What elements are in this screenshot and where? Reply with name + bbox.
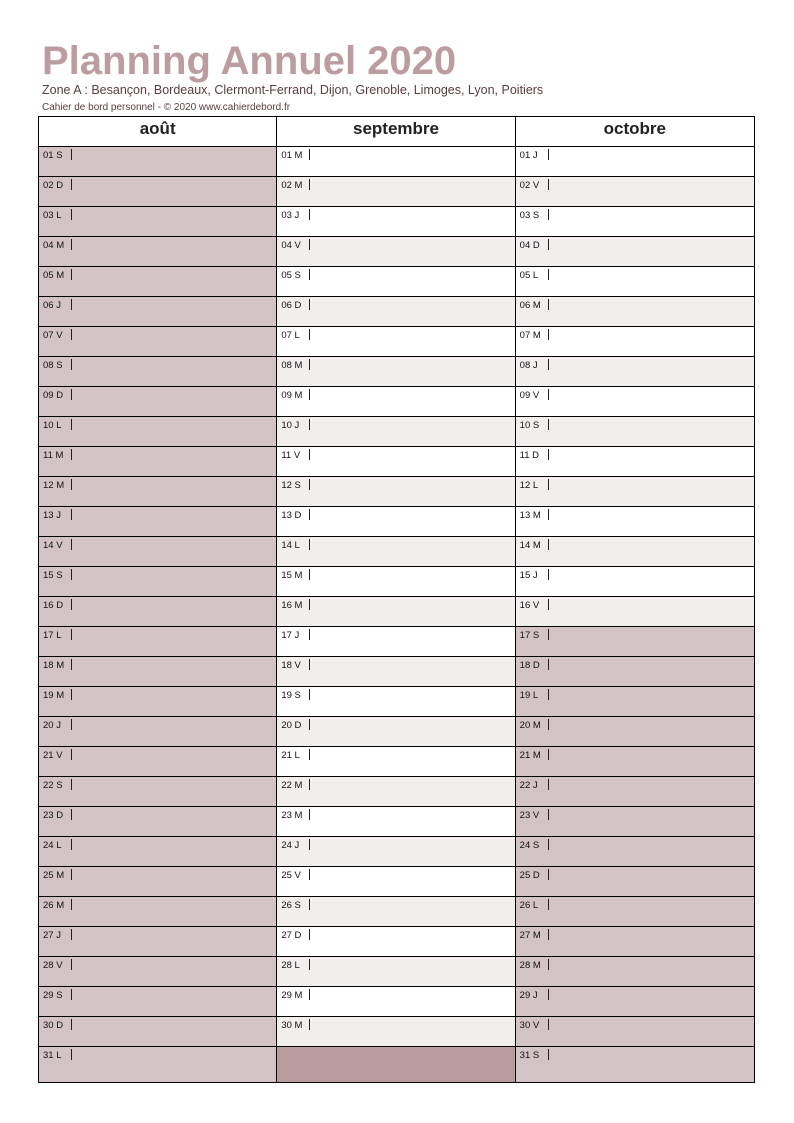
month-header: août bbox=[39, 117, 276, 147]
day-separator bbox=[71, 449, 72, 460]
day-separator bbox=[309, 809, 310, 820]
day-label: 21 M bbox=[519, 750, 541, 761]
day-label: 25 M bbox=[43, 870, 65, 881]
day-label: 02 D bbox=[43, 180, 64, 191]
day-label: 16 M bbox=[281, 600, 303, 611]
day-cell[interactable] bbox=[277, 987, 514, 1017]
day-separator bbox=[309, 239, 310, 250]
day-cell[interactable] bbox=[277, 687, 514, 717]
day-separator bbox=[71, 809, 72, 820]
day-label: 07 L bbox=[281, 330, 300, 341]
day-cell[interactable] bbox=[277, 837, 514, 867]
day-label: 29 S bbox=[43, 990, 63, 1001]
day-separator bbox=[309, 449, 310, 460]
day-label: 05 L bbox=[519, 270, 539, 281]
day-separator bbox=[309, 179, 310, 190]
day-label: 24 J bbox=[281, 840, 300, 851]
day-separator bbox=[309, 839, 310, 850]
day-label: 22 S bbox=[43, 780, 63, 791]
day-separator bbox=[548, 569, 549, 580]
day-label: 11 D bbox=[519, 450, 540, 461]
day-cell[interactable] bbox=[39, 717, 276, 747]
day-label: 25 V bbox=[281, 870, 301, 881]
day-cell[interactable] bbox=[277, 327, 514, 357]
day-label: 27 D bbox=[281, 930, 302, 941]
day-label: 08 S bbox=[43, 360, 63, 371]
day-label: 28 L bbox=[281, 960, 300, 971]
day-separator bbox=[548, 1049, 549, 1060]
day-label: 08 M bbox=[281, 360, 303, 371]
day-separator bbox=[548, 479, 549, 490]
day-separator bbox=[548, 779, 549, 790]
day-separator bbox=[309, 359, 310, 370]
day-cell[interactable] bbox=[516, 747, 754, 777]
day-label: 09 V bbox=[519, 390, 540, 401]
day-label: 01 S bbox=[43, 150, 63, 161]
day-cell[interactable] bbox=[39, 927, 276, 957]
day-cell[interactable] bbox=[516, 807, 754, 837]
day-cell[interactable] bbox=[516, 837, 754, 867]
day-cell[interactable] bbox=[277, 807, 514, 837]
day-cell[interactable] bbox=[516, 237, 754, 267]
day-separator bbox=[548, 209, 549, 220]
day-label: 16 D bbox=[43, 600, 64, 611]
day-cell[interactable] bbox=[516, 387, 754, 417]
day-separator bbox=[71, 329, 72, 340]
day-separator bbox=[71, 419, 72, 430]
day-separator bbox=[71, 239, 72, 250]
day-separator bbox=[548, 419, 549, 430]
day-cell[interactable] bbox=[277, 447, 514, 477]
day-label: 29 M bbox=[281, 990, 303, 1001]
day-separator bbox=[71, 299, 72, 310]
day-label: 23 V bbox=[519, 810, 540, 821]
day-separator bbox=[71, 899, 72, 910]
day-separator bbox=[71, 989, 72, 1000]
day-label: 05 M bbox=[43, 270, 65, 281]
day-separator bbox=[71, 149, 72, 160]
day-cell[interactable] bbox=[277, 507, 514, 537]
day-label: 11 V bbox=[281, 450, 301, 461]
day-separator bbox=[309, 779, 310, 790]
day-label: 12 S bbox=[281, 480, 301, 491]
day-cell[interactable] bbox=[277, 897, 514, 927]
day-separator bbox=[309, 1019, 310, 1030]
day-label: 19 L bbox=[519, 690, 539, 701]
day-label: 31 L bbox=[43, 1050, 62, 1061]
day-label: 14 M bbox=[519, 540, 541, 551]
day-cell[interactable] bbox=[516, 927, 754, 957]
day-separator bbox=[548, 149, 549, 160]
day-cell[interactable] bbox=[39, 387, 276, 417]
day-label: 18 D bbox=[519, 660, 540, 671]
day-label: 28 M bbox=[519, 960, 541, 971]
day-cell[interactable] bbox=[516, 477, 754, 507]
day-cell[interactable] bbox=[516, 897, 754, 927]
day-cell[interactable] bbox=[39, 747, 276, 777]
day-separator bbox=[309, 329, 310, 340]
day-cell[interactable] bbox=[39, 897, 276, 927]
day-separator bbox=[309, 869, 310, 880]
day-separator bbox=[548, 629, 549, 640]
day-separator bbox=[548, 1019, 549, 1030]
day-label: 21 V bbox=[43, 750, 63, 761]
day-label: 24 L bbox=[43, 840, 62, 851]
day-cell[interactable] bbox=[277, 417, 514, 447]
day-separator bbox=[548, 839, 549, 850]
day-separator bbox=[71, 839, 72, 850]
day-separator bbox=[309, 569, 310, 580]
day-cell[interactable] bbox=[516, 597, 754, 627]
day-label: 14 L bbox=[281, 540, 300, 551]
day-label: 03 J bbox=[281, 210, 300, 221]
day-separator bbox=[309, 749, 310, 760]
day-separator bbox=[548, 599, 549, 610]
day-separator bbox=[548, 449, 549, 460]
month-column bbox=[39, 117, 277, 1082]
day-separator bbox=[71, 659, 72, 670]
day-label: 25 D bbox=[519, 870, 540, 881]
day-cell[interactable] bbox=[277, 1017, 514, 1047]
day-label: 07 M bbox=[519, 330, 541, 341]
day-separator bbox=[309, 629, 310, 640]
day-separator bbox=[71, 599, 72, 610]
day-cell[interactable] bbox=[39, 177, 276, 207]
day-label: 23 M bbox=[281, 810, 303, 821]
day-separator bbox=[71, 1019, 72, 1030]
day-separator bbox=[71, 959, 72, 970]
day-cell[interactable] bbox=[277, 777, 514, 807]
day-separator bbox=[548, 869, 549, 880]
day-label: 17 J bbox=[281, 630, 300, 641]
day-label: 31 S bbox=[519, 1050, 540, 1061]
day-cell[interactable] bbox=[39, 477, 276, 507]
day-separator bbox=[309, 269, 310, 280]
day-label: 10 L bbox=[43, 420, 62, 431]
day-separator bbox=[548, 269, 549, 280]
day-label: 02 V bbox=[519, 180, 540, 191]
day-cell[interactable] bbox=[277, 177, 514, 207]
day-cell[interactable] bbox=[277, 237, 514, 267]
day-cell[interactable] bbox=[277, 567, 514, 597]
day-label: 07 V bbox=[43, 330, 63, 341]
day-label: 01 M bbox=[281, 150, 303, 161]
day-cell[interactable] bbox=[516, 417, 754, 447]
day-cell[interactable] bbox=[39, 957, 276, 987]
day-cell[interactable] bbox=[39, 1017, 276, 1047]
day-label: 26 S bbox=[281, 900, 301, 911]
day-cell[interactable] bbox=[516, 657, 754, 687]
day-cell[interactable] bbox=[277, 477, 514, 507]
day-cell[interactable] bbox=[516, 687, 754, 717]
day-label: 18 M bbox=[43, 660, 65, 671]
day-label: 17 L bbox=[43, 630, 62, 641]
day-label: 03 L bbox=[43, 210, 62, 221]
day-cell[interactable] bbox=[277, 747, 514, 777]
day-cell[interactable] bbox=[39, 147, 276, 177]
day-cell[interactable] bbox=[516, 507, 754, 537]
day-cell[interactable] bbox=[277, 387, 514, 417]
day-cell[interactable] bbox=[277, 297, 514, 327]
day-separator bbox=[548, 809, 549, 820]
day-cell[interactable] bbox=[516, 357, 754, 387]
day-separator bbox=[309, 209, 310, 220]
day-cell[interactable] bbox=[39, 237, 276, 267]
day-separator bbox=[71, 569, 72, 580]
day-separator bbox=[548, 359, 549, 370]
day-label: 29 J bbox=[519, 990, 538, 1001]
day-label: 30 M bbox=[281, 1020, 303, 1031]
day-separator bbox=[548, 329, 549, 340]
day-cell[interactable] bbox=[277, 357, 514, 387]
day-label: 15 M bbox=[281, 570, 303, 581]
day-separator bbox=[548, 539, 549, 550]
month-column bbox=[516, 117, 754, 1082]
zone-subtitle: Zone A : Besançon, Bordeaux, Clermont-Ferrand, Dijon, Grenoble, Limoges, Lyon, Poitiers bbox=[42, 83, 544, 97]
day-cell[interactable] bbox=[516, 627, 754, 657]
day-cell[interactable] bbox=[277, 627, 514, 657]
empty-day-cell bbox=[277, 1047, 514, 1082]
day-cell[interactable] bbox=[277, 927, 514, 957]
month-header: septembre bbox=[277, 117, 514, 147]
day-separator bbox=[71, 179, 72, 190]
day-separator bbox=[309, 659, 310, 670]
day-separator bbox=[548, 749, 549, 760]
day-cell[interactable] bbox=[516, 447, 754, 477]
day-separator bbox=[309, 539, 310, 550]
day-label: 12 L bbox=[519, 480, 539, 491]
day-separator bbox=[71, 509, 72, 520]
day-label: 28 V bbox=[43, 960, 63, 971]
day-label: 13 M bbox=[519, 510, 541, 521]
month-header: octobre bbox=[516, 117, 754, 147]
day-label: 26 L bbox=[519, 900, 539, 911]
day-cell[interactable] bbox=[39, 537, 276, 567]
day-separator bbox=[309, 929, 310, 940]
day-separator bbox=[71, 359, 72, 370]
day-label: 05 S bbox=[281, 270, 301, 281]
day-label: 24 S bbox=[519, 840, 540, 851]
day-label: 04 V bbox=[281, 240, 301, 251]
day-cell[interactable] bbox=[516, 777, 754, 807]
day-separator bbox=[548, 989, 549, 1000]
day-cell[interactable] bbox=[277, 867, 514, 897]
day-label: 15 S bbox=[43, 570, 63, 581]
day-cell[interactable] bbox=[39, 267, 276, 297]
day-cell[interactable] bbox=[39, 357, 276, 387]
day-label: 06 M bbox=[519, 300, 541, 311]
day-cell[interactable] bbox=[516, 207, 754, 237]
day-cell[interactable] bbox=[516, 567, 754, 597]
day-cell[interactable] bbox=[277, 207, 514, 237]
day-label: 13 D bbox=[281, 510, 302, 521]
day-separator bbox=[548, 179, 549, 190]
day-separator bbox=[548, 389, 549, 400]
day-label: 22 M bbox=[281, 780, 303, 791]
month-column bbox=[277, 117, 515, 1082]
day-label: 03 S bbox=[519, 210, 540, 221]
day-separator bbox=[548, 689, 549, 700]
day-cell[interactable] bbox=[277, 717, 514, 747]
day-separator bbox=[71, 479, 72, 490]
day-label: 17 S bbox=[519, 630, 540, 641]
day-cell[interactable] bbox=[516, 267, 754, 297]
day-cell[interactable] bbox=[516, 177, 754, 207]
day-separator bbox=[71, 869, 72, 880]
credit-line: Cahier de bord personnel - © 2020 www.cahierdebord.fr bbox=[42, 102, 291, 113]
day-cell[interactable] bbox=[39, 297, 276, 327]
day-cell[interactable] bbox=[39, 207, 276, 237]
day-separator bbox=[548, 299, 549, 310]
day-label: 18 V bbox=[281, 660, 301, 671]
day-separator bbox=[309, 299, 310, 310]
day-cell[interactable] bbox=[39, 597, 276, 627]
day-separator bbox=[548, 959, 549, 970]
day-cell[interactable] bbox=[516, 717, 754, 747]
day-label: 09 M bbox=[281, 390, 303, 401]
day-separator bbox=[309, 149, 310, 160]
day-cell[interactable] bbox=[39, 687, 276, 717]
day-separator bbox=[309, 479, 310, 490]
day-label: 20 J bbox=[43, 720, 61, 731]
day-separator bbox=[71, 209, 72, 220]
day-label: 23 D bbox=[43, 810, 64, 821]
day-separator bbox=[71, 719, 72, 730]
day-separator bbox=[71, 1049, 72, 1060]
day-separator bbox=[71, 269, 72, 280]
day-label: 09 D bbox=[43, 390, 64, 401]
day-separator bbox=[309, 989, 310, 1000]
day-cell[interactable] bbox=[516, 327, 754, 357]
day-separator bbox=[309, 509, 310, 520]
day-cell[interactable] bbox=[39, 867, 276, 897]
day-separator bbox=[309, 419, 310, 430]
day-separator bbox=[71, 629, 72, 640]
day-label: 21 L bbox=[281, 750, 300, 761]
day-label: 14 V bbox=[43, 540, 63, 551]
day-separator bbox=[71, 389, 72, 400]
day-label: 10 J bbox=[281, 420, 300, 431]
day-cell[interactable] bbox=[277, 957, 514, 987]
day-separator bbox=[71, 539, 72, 550]
day-label: 08 J bbox=[519, 360, 538, 371]
day-separator bbox=[309, 389, 310, 400]
day-label: 30 V bbox=[519, 1020, 540, 1031]
day-cell[interactable] bbox=[39, 627, 276, 657]
day-cell[interactable] bbox=[277, 147, 514, 177]
day-separator bbox=[309, 599, 310, 610]
day-label: 01 J bbox=[519, 150, 538, 161]
day-label: 30 D bbox=[43, 1020, 64, 1031]
day-cell[interactable] bbox=[39, 777, 276, 807]
day-label: 19 S bbox=[281, 690, 301, 701]
day-separator bbox=[309, 899, 310, 910]
day-label: 04 M bbox=[43, 240, 65, 251]
day-label: 12 M bbox=[43, 480, 65, 491]
day-cell[interactable] bbox=[39, 1047, 276, 1082]
day-cell[interactable] bbox=[516, 147, 754, 177]
day-label: 19 M bbox=[43, 690, 65, 701]
day-separator bbox=[548, 659, 549, 670]
day-cell[interactable] bbox=[39, 567, 276, 597]
day-cell[interactable] bbox=[39, 837, 276, 867]
day-label: 20 D bbox=[281, 720, 302, 731]
day-cell[interactable] bbox=[39, 507, 276, 537]
day-cell[interactable] bbox=[516, 297, 754, 327]
day-label: 02 M bbox=[281, 180, 303, 191]
day-separator bbox=[309, 689, 310, 700]
page-title: Planning Annuel 2020 bbox=[42, 39, 457, 83]
day-label: 11 M bbox=[43, 450, 64, 461]
day-cell[interactable] bbox=[277, 537, 514, 567]
day-separator bbox=[548, 929, 549, 940]
day-separator bbox=[71, 689, 72, 700]
day-separator bbox=[548, 899, 549, 910]
day-cell[interactable] bbox=[39, 447, 276, 477]
day-label: 06 J bbox=[43, 300, 61, 311]
day-cell[interactable] bbox=[516, 1047, 754, 1082]
planning-grid bbox=[38, 116, 755, 1083]
day-cell[interactable] bbox=[39, 327, 276, 357]
day-cell[interactable] bbox=[516, 867, 754, 897]
day-label: 04 D bbox=[519, 240, 540, 251]
day-separator bbox=[71, 929, 72, 940]
day-label: 27 M bbox=[519, 930, 541, 941]
day-separator bbox=[309, 959, 310, 970]
day-label: 15 J bbox=[519, 570, 538, 581]
day-separator bbox=[548, 239, 549, 250]
day-label: 13 J bbox=[43, 510, 61, 521]
day-label: 10 S bbox=[519, 420, 540, 431]
day-label: 27 J bbox=[43, 930, 61, 941]
day-label: 22 J bbox=[519, 780, 538, 791]
day-separator bbox=[309, 719, 310, 730]
day-label: 16 V bbox=[519, 600, 540, 611]
day-cell[interactable] bbox=[516, 957, 754, 987]
day-cell[interactable] bbox=[277, 597, 514, 627]
day-cell[interactable] bbox=[39, 807, 276, 837]
day-cell[interactable] bbox=[277, 267, 514, 297]
day-separator bbox=[71, 779, 72, 790]
day-separator bbox=[71, 749, 72, 760]
day-label: 06 D bbox=[281, 300, 302, 311]
day-cell[interactable] bbox=[516, 1017, 754, 1047]
day-separator bbox=[548, 719, 549, 730]
day-cell[interactable] bbox=[39, 987, 276, 1017]
day-cell[interactable] bbox=[39, 657, 276, 687]
day-label: 26 M bbox=[43, 900, 65, 911]
day-separator bbox=[548, 509, 549, 520]
day-cell[interactable] bbox=[39, 417, 276, 447]
day-cell[interactable] bbox=[277, 657, 514, 687]
day-cell[interactable] bbox=[516, 987, 754, 1017]
day-label: 20 M bbox=[519, 720, 541, 731]
day-cell[interactable] bbox=[516, 537, 754, 567]
